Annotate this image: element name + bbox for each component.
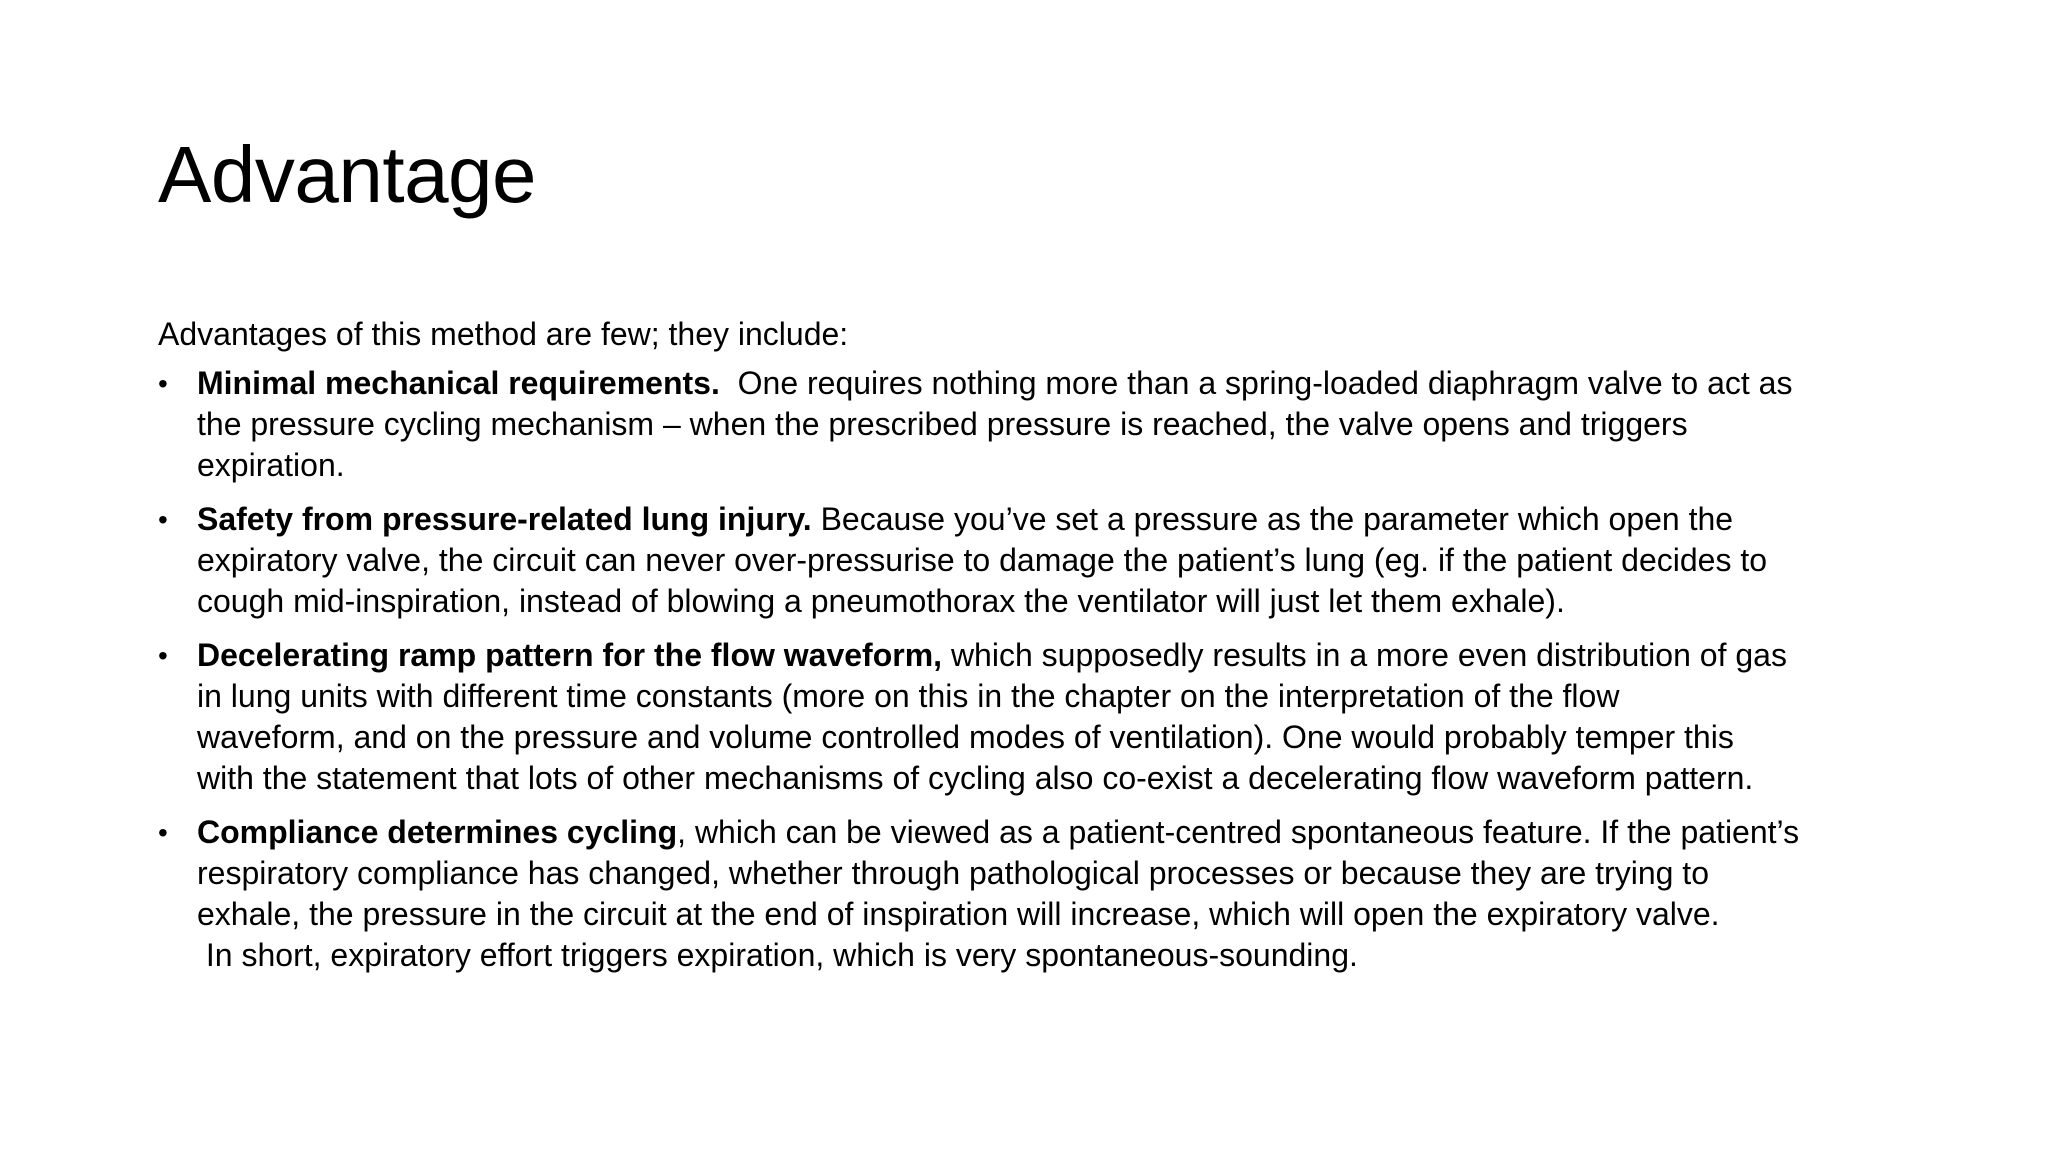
bullet-icon: • (158, 504, 168, 535)
text-line (197, 499, 1918, 540)
list-item (158, 363, 1918, 486)
bullet-icon: • (158, 640, 168, 671)
text-line (197, 812, 1918, 853)
list-item (158, 499, 1918, 622)
text-line: In short, expiratory effort triggers expiration, which is very spontaneous-sounding. (197, 937, 1358, 973)
slide-body (158, 314, 1918, 989)
text-line: exhale, the pressure in the circuit at the end of inspiration will increase, which will open the expiratory valve. (197, 896, 1720, 932)
bullet-text: Because you’ve set a pressure as the parameter which open the (811, 501, 1734, 537)
advantages-list (158, 363, 1918, 976)
text-line: the pressure cycling mechanism – when the prescribed pressure is reached, the valve opens and triggers (197, 406, 1688, 442)
bullet-text: One requires nothing more than a spring-loaded diaphragm valve to act as (719, 365, 1793, 401)
text-line (197, 363, 1918, 404)
slide-title: Advantage (158, 130, 537, 219)
text-line: expiratory valve, the circuit can never over-pressurise to damage the patient’s lung (eg. if the patient decides to (197, 542, 1768, 578)
list-item (158, 812, 1918, 976)
text-line: respiratory compliance has changed, whether through pathological processes or because they are trying to (197, 855, 1709, 891)
text-line: waveform, and on the pressure and volume controlled modes of ventilation). One would probably temper this (197, 719, 1734, 755)
bullet-text: , which can be viewed as a patient-centred spontaneous feature. If the patient’s (677, 814, 1800, 850)
text-line: expiration. (197, 447, 345, 483)
bullet-text: which supposedly results in a more even distribution of gas (942, 637, 1787, 673)
list-item (158, 635, 1918, 799)
bullet-lead: Compliance determines cycling (197, 814, 678, 850)
bullet-lead: Decelerating ramp pattern for the flow waveform, (197, 637, 943, 673)
bullet-lead: Minimal mechanical requirements. (197, 365, 720, 401)
bullet-lead: Safety from pressure-related lung injury. (197, 501, 812, 537)
text-line: cough mid-inspiration, instead of blowing a pneumothorax the ventilator will just let them exhale). (197, 583, 1565, 619)
bullet-icon: • (158, 368, 168, 399)
bullet-icon: • (158, 817, 168, 848)
text-line (197, 635, 1918, 676)
text-line: in lung units with different time constants (more on this in the chapter on the interpretation of the flow (197, 678, 1620, 714)
intro-text: Advantages of this method are few; they include: (158, 316, 849, 352)
text-line: with the statement that lots of other mechanisms of cycling also co-exist a decelerating flow waveform pattern. (197, 760, 1754, 796)
